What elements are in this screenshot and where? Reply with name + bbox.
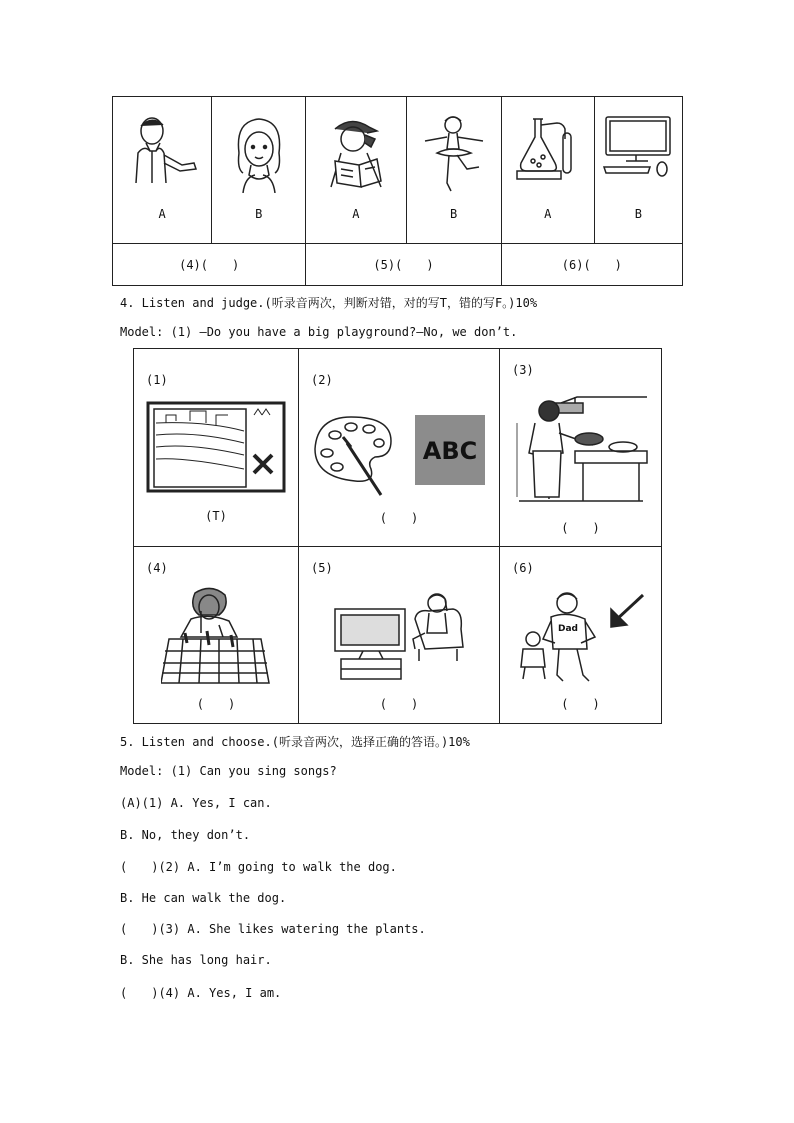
choice-cell-5b[interactable] bbox=[406, 97, 501, 244]
answer-cell-5[interactable]: (5)( ) bbox=[306, 244, 501, 286]
boy-reading-icon bbox=[321, 113, 391, 189]
item-number: (3) bbox=[512, 363, 534, 377]
ballet-girl-icon bbox=[419, 113, 489, 193]
section5-title: 5. Listen and choose.(听录音两次，选择正确的答语。)10% bbox=[120, 735, 470, 749]
answer-blank[interactable]: ( ) bbox=[561, 521, 600, 535]
computer-icon bbox=[602, 113, 674, 179]
judge-cell-6[interactable] bbox=[500, 547, 662, 724]
judge-cell-4[interactable] bbox=[134, 547, 299, 724]
girl-watching-tv-icon bbox=[333, 589, 465, 681]
choice-line: B. He can walk the dog. bbox=[120, 891, 287, 905]
choice-cell-6a[interactable] bbox=[501, 97, 594, 244]
judge-cell-3[interactable] bbox=[500, 349, 662, 547]
section4-title: 4. Listen and judge.(听录音两次，判断对错，对的写T，错的写F。)10% bbox=[120, 296, 538, 310]
abc-board-text: ABC bbox=[422, 437, 478, 465]
dad-arrow-icon bbox=[515, 591, 647, 683]
choice-line[interactable]: ( )(3) A. She likes watering the plants. bbox=[120, 922, 426, 936]
section4-model: Model: (1) —Do you have a big playground?—No, we don’t. bbox=[120, 325, 518, 339]
item-number: (6) bbox=[512, 561, 534, 575]
man-pointing-icon bbox=[122, 113, 202, 185]
judge-cell-5[interactable] bbox=[299, 547, 500, 724]
choice-cell-5a[interactable] bbox=[306, 97, 406, 244]
item-number: (5) bbox=[311, 561, 333, 575]
picture-choice-table bbox=[112, 96, 683, 286]
answer-blank[interactable]: (T) bbox=[205, 509, 227, 523]
choice-cell-4a[interactable] bbox=[113, 97, 212, 244]
option-label: B bbox=[449, 207, 458, 221]
answer-blank[interactable]: ( ) bbox=[561, 697, 600, 711]
option-label: A bbox=[158, 207, 166, 221]
playground-cross-icon bbox=[146, 401, 286, 495]
option-label: B bbox=[255, 207, 263, 221]
science-flask-icon bbox=[513, 113, 583, 183]
choice-cell-4b[interactable] bbox=[212, 97, 306, 244]
choice-line: B. No, they don’t. bbox=[120, 828, 251, 842]
item-number: (1) bbox=[146, 373, 168, 387]
judge-cell-1[interactable] bbox=[134, 349, 299, 547]
answer-blank[interactable]: ( ) bbox=[379, 511, 419, 525]
judge-cell-2[interactable] bbox=[299, 349, 500, 547]
answer-blank[interactable]: ( ) bbox=[196, 697, 236, 711]
choice-line[interactable]: (A)(1) A. Yes, I can. bbox=[120, 796, 272, 810]
answer-cell-6[interactable]: (6)( ) bbox=[501, 244, 682, 286]
item-number: (2) bbox=[311, 373, 333, 387]
man-cooking-icon bbox=[513, 393, 649, 505]
option-label: A bbox=[352, 207, 360, 221]
choice-line[interactable]: ( )(2) A. I’m going to walk the dog. bbox=[120, 860, 397, 874]
choice-line[interactable]: ( )(4) A. Yes, I am. bbox=[120, 986, 282, 1000]
answer-cell-4[interactable]: (4)( ) bbox=[113, 244, 306, 286]
dad-shirt-text: Dad bbox=[557, 624, 578, 634]
judge-table bbox=[133, 348, 662, 724]
woman-chess-icon bbox=[161, 585, 271, 687]
item-number: (4) bbox=[146, 561, 168, 575]
option-label: A bbox=[544, 207, 552, 221]
option-label: B bbox=[634, 207, 643, 221]
choice-cell-6b[interactable] bbox=[594, 97, 682, 244]
choice-line: B. She has long hair. bbox=[120, 953, 272, 967]
palette-abc-icon bbox=[311, 413, 487, 497]
answer-blank[interactable]: ( ) bbox=[379, 697, 419, 711]
section5-model: Model: (1) Can you sing songs? bbox=[120, 764, 337, 778]
girl-face-icon bbox=[229, 113, 289, 193]
